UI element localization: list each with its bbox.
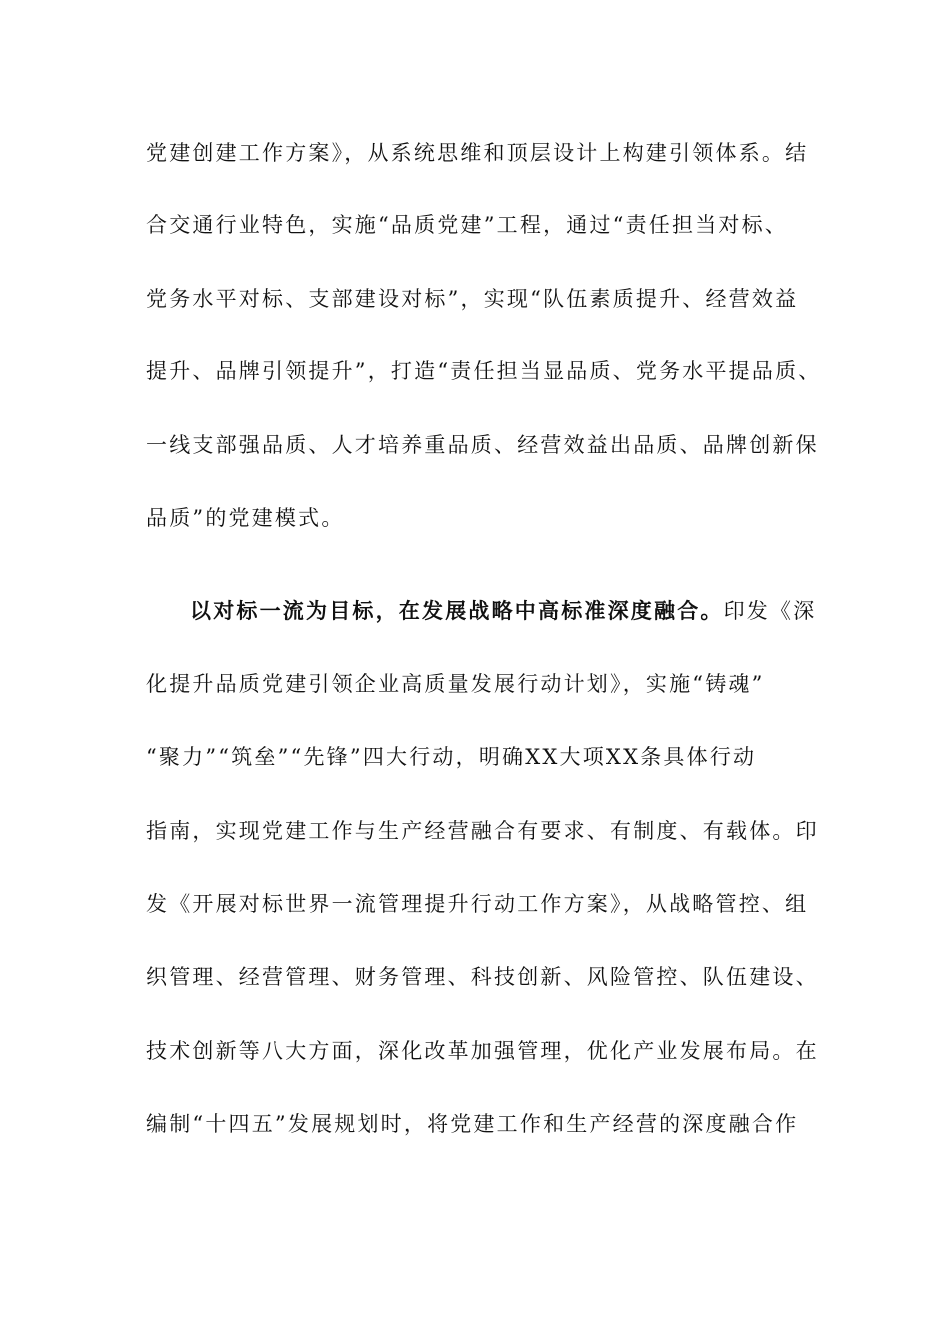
paragraph-2-line-6: 织管理、经营管理、财务管理、科技创新、风险管控、队伍建设、: [146, 965, 819, 989]
paragraph-1-line-3: 党务水平对标、支部建设对标”，实现“队伍素质提升、经营效益: [146, 287, 799, 311]
paragraph-2-line-4: 指南，实现党建工作与生产经营融合有要求、有制度、有载体。印: [146, 819, 819, 843]
paragraph-2-line-3: “聚力”“筑垒”“先锋”四大行动，明确XX大项XX条具体行动: [146, 745, 757, 769]
paragraph-2-line-7: 技术创新等八大方面，深化改革加强管理，优化产业发展布局。在: [146, 1039, 819, 1063]
paragraph-1-line-1: 党建创建工作方案》，从系统思维和顶层设计上构建引领体系。结: [146, 141, 809, 165]
paragraph-2-line-2: 化提升品质党建引领企业高质量发展行动计划》，实施“铸魂”: [146, 672, 765, 696]
paragraph-2-line-5: 发《开展对标世界一流管理提升行动工作方案》，从战略管控、组: [146, 892, 809, 916]
paragraph-1-line-4: 提升、品牌引领提升”，打造“责任担当显品质、党务水平提品质、: [146, 359, 822, 383]
paragraph-2-line-1: [190, 596, 817, 626]
paragraph-2-line-8: 编制“十四五”发展规划时，将党建工作和生产经营的深度融合作: [146, 1112, 799, 1136]
paragraph-2-first-line-rest: 印发《深: [723, 599, 817, 623]
paragraph-1-line-5: 一线支部强品质、人才培养重品质、经营效益出品质、品牌创新保: [146, 433, 819, 457]
paragraph-1-line-6: 品质”的党建模式。: [146, 506, 345, 530]
paragraph-2-heading: 以对标一流为目标，在发展战略中高标准深度融合。: [190, 598, 724, 623]
paragraph-1-line-2: 合交通行业特色，实施“品质党建”工程，通过“责任担当对标、: [146, 213, 789, 237]
